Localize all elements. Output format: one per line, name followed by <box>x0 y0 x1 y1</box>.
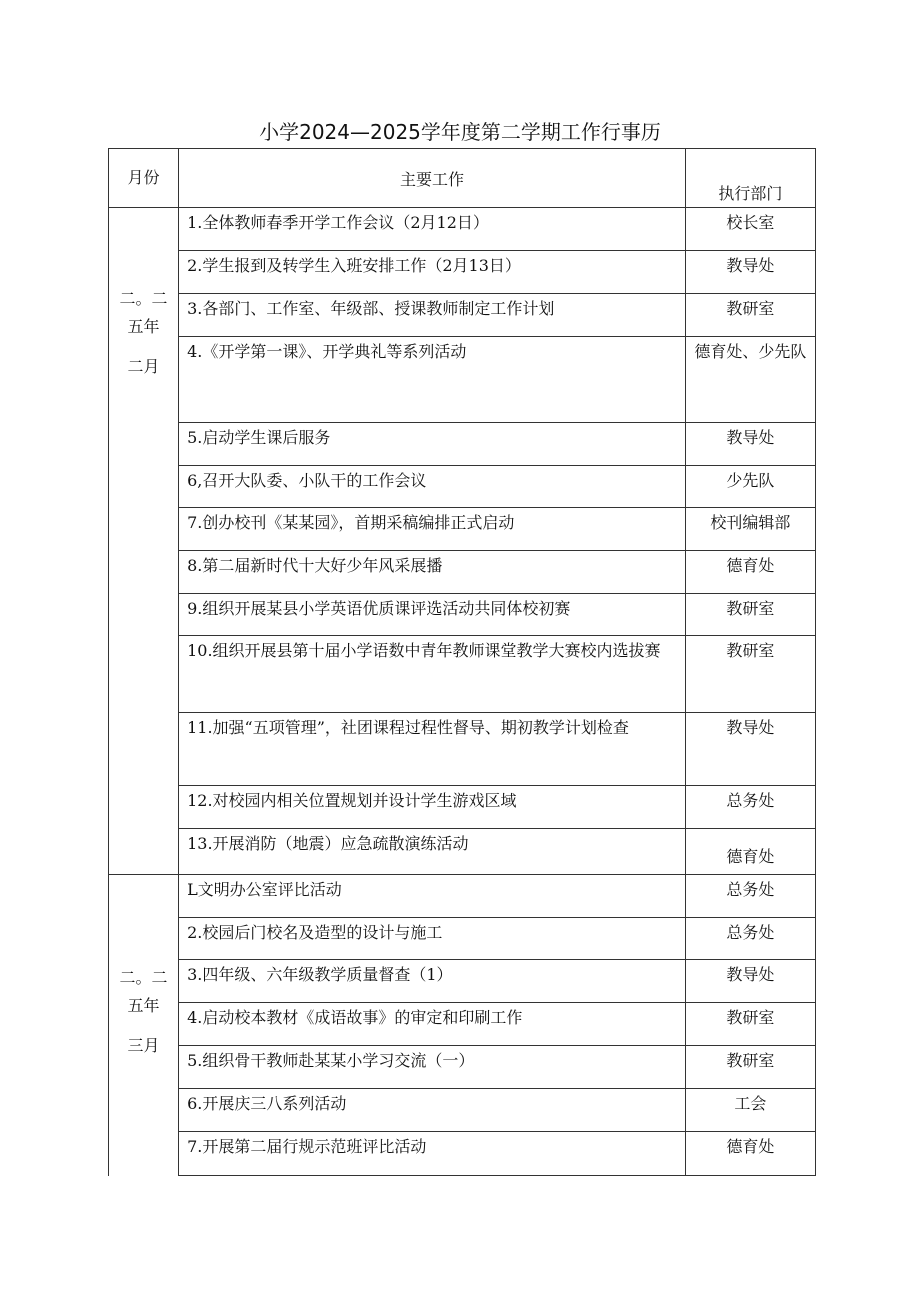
table-row <box>109 1132 816 1176</box>
work-item: 3.各部门、工作室、年级部、授课教师制定工作计划 <box>179 294 686 337</box>
table-row <box>109 1089 816 1132</box>
work-item: 12.对校园内相关位置规划并设计学生游戏区域 <box>179 786 686 829</box>
dept-item: 少先队 <box>685 466 815 508</box>
table-row <box>109 1046 816 1089</box>
month-cell-feb <box>109 208 179 875</box>
work-item: 4.启动校本教材《成语故事》的审定和印刷工作 <box>179 1003 686 1046</box>
dept-item: 总务处 <box>685 875 815 918</box>
table-row <box>109 508 816 551</box>
table-row <box>109 551 816 594</box>
dept-item: 工会 <box>685 1089 815 1132</box>
table-row <box>109 829 816 875</box>
work-item: 13.开展消防（地震）应急疏散演练活动 <box>179 829 686 875</box>
table-row <box>109 423 816 466</box>
dept-item: 校长室 <box>685 208 815 251</box>
dept-item: 教研室 <box>685 636 815 713</box>
work-item: 5.组织骨干教师赴某某小学习交流（一） <box>179 1046 686 1089</box>
table-row <box>109 960 816 1003</box>
month-label-line: 五年 <box>127 317 160 336</box>
dept-item: 德育处、少先队 <box>685 337 815 423</box>
table-row <box>109 251 816 294</box>
table-row <box>109 1003 816 1046</box>
document-title: 小学2024—2025学年度第二学期工作行事历 <box>259 120 661 144</box>
table-row <box>109 636 816 713</box>
table-row <box>109 713 816 786</box>
dept-item: 教导处 <box>685 423 815 466</box>
schedule-table <box>108 148 816 1176</box>
table-row <box>109 594 816 636</box>
dept-item: 教导处 <box>685 713 815 786</box>
work-item: 6,召开大队委、小队干的工作会议 <box>179 466 686 508</box>
work-item: 9.组织开展某县小学英语优质课评选活动共同体校初赛 <box>179 594 686 636</box>
work-item: 3.四年级、六年级教学质量督查（1） <box>179 960 686 1003</box>
header-month: 月份 <box>109 149 179 208</box>
dept-item: 校刊编辑部 <box>685 508 815 551</box>
dept-item: 教研室 <box>685 294 815 337</box>
dept-item: 教研室 <box>685 1046 815 1089</box>
dept-item: 总务处 <box>685 786 815 829</box>
dept-item: 教研室 <box>685 594 815 636</box>
work-item: 2.学生报到及转学生入班安排工作（2月13日） <box>179 251 686 294</box>
table-row <box>109 294 816 337</box>
work-item: 11.加强“五项管理”，社团课程过程性督导、期初教学计划检查 <box>179 713 686 786</box>
table-row <box>109 918 816 960</box>
month-label-line: 二。二 <box>119 289 168 308</box>
dept-item: 教研室 <box>685 1003 815 1046</box>
table-row <box>109 208 816 251</box>
work-item: 5.启动学生课后服务 <box>179 423 686 466</box>
month-label-line: 三月 <box>127 1036 160 1055</box>
work-item: 4.《开学第一课》、开学典礼等系列活动 <box>179 337 686 423</box>
header-dept: 执行部门 <box>685 149 815 208</box>
dept-item: 德育处 <box>685 829 815 875</box>
work-item: 10.组织开展县第十届小学语数中青年教师课堂教学大赛校内选拔赛 <box>179 636 686 713</box>
month-label-line: 二月 <box>127 357 160 376</box>
month-cell-mar <box>109 875 179 1176</box>
header-work: 主要工作 <box>179 149 686 208</box>
table-row <box>109 337 816 423</box>
table-row <box>109 875 816 918</box>
table-row <box>109 466 816 508</box>
dept-item: 德育处 <box>685 551 815 594</box>
dept-item: 教导处 <box>685 251 815 294</box>
table-header-row <box>109 149 816 208</box>
table-row <box>109 786 816 829</box>
work-item: 7.创办校刊《某某园》，首期采稿编排正式启动 <box>179 508 686 551</box>
work-item: 7.开展第二届行规示范班评比活动 <box>179 1132 686 1176</box>
dept-item: 德育处 <box>685 1132 815 1176</box>
work-item: 2.校园后门校名及造型的设计与施工 <box>179 918 686 960</box>
work-item: L文明办公室评比活动 <box>179 875 686 918</box>
dept-item: 总务处 <box>685 918 815 960</box>
work-item: 1.全体教师春季开学工作会议（2月12日） <box>179 208 686 251</box>
month-label-line: 五年 <box>127 996 160 1015</box>
month-label-line: 二。二 <box>119 968 168 987</box>
dept-item: 教导处 <box>685 960 815 1003</box>
work-item: 8.第二届新时代十大好少年风采展播 <box>179 551 686 594</box>
work-item: 6.开展庆三八系列活动 <box>179 1089 686 1132</box>
